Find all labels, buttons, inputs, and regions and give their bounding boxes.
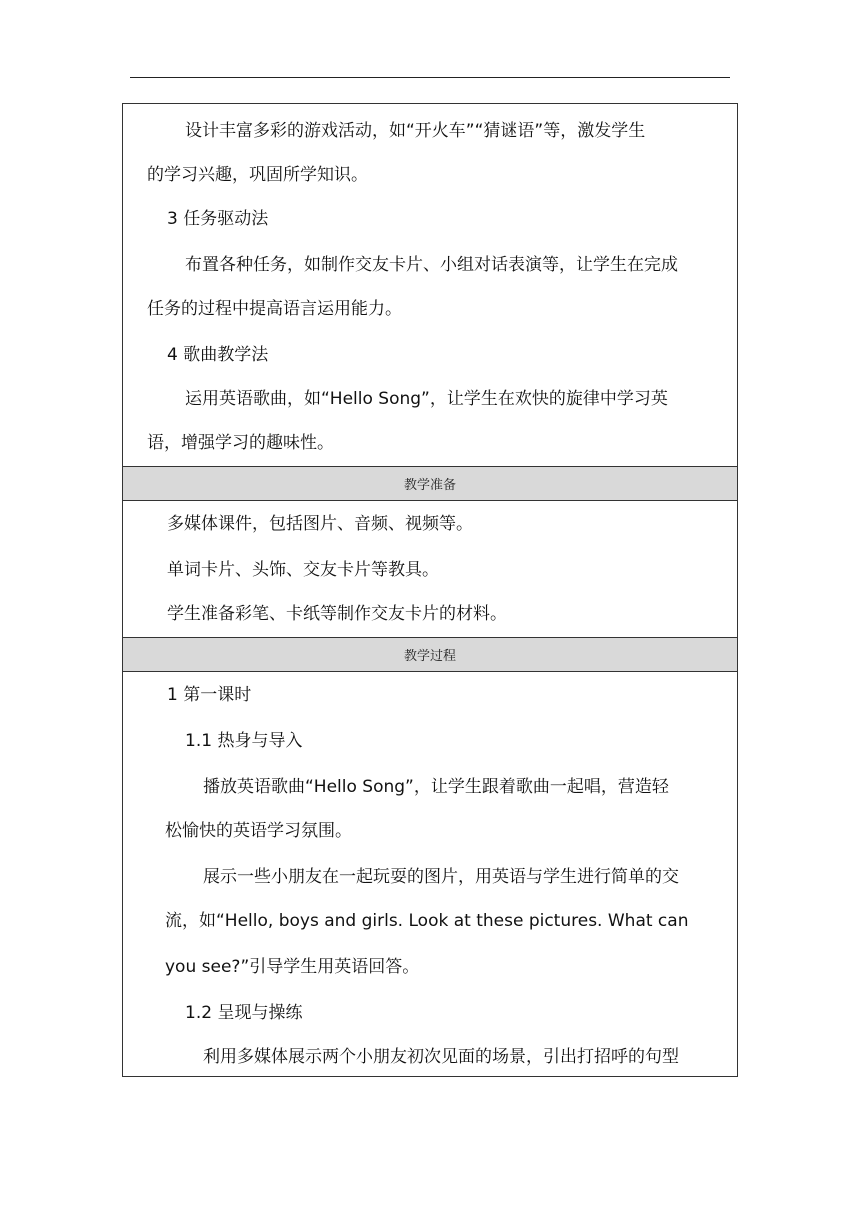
paragraph-line: 任务的过程中提高语言运用能力。 bbox=[147, 299, 402, 319]
step-heading: 1.1 热身与导入 bbox=[185, 731, 303, 751]
methods-section bbox=[123, 104, 737, 466]
prep-item: 学生准备彩笔、卡纸等制作交友卡片的材料。 bbox=[167, 604, 507, 624]
paragraph-line: 流，如“Hello, boys and girls. Look at these pictures. What can bbox=[165, 911, 689, 931]
lesson-plan-table bbox=[122, 103, 738, 1077]
paragraph-line: 播放英语歌曲“Hello Song”，让学生跟着歌曲一起唱，营造轻 bbox=[203, 777, 669, 797]
paragraph-line: 运用英语歌曲，如“Hello Song”，让学生在欢快的旋律中学习英 bbox=[185, 389, 668, 409]
header-rule bbox=[130, 77, 730, 78]
paragraph-line: 设计丰富多彩的游戏活动，如“开火车”“猜谜语”等，激发学生 bbox=[185, 121, 646, 141]
prep-section bbox=[123, 501, 737, 637]
process-header-label: 教学过程 bbox=[403, 649, 456, 664]
prep-item: 单词卡片、头饰、交友卡片等教具。 bbox=[167, 560, 439, 580]
paragraph-line: 布置各种任务，如制作交友卡片、小组对话表演等，让学生在完成 bbox=[185, 255, 678, 275]
paragraph-line: 的学习兴趣，巩固所学知识。 bbox=[147, 165, 368, 185]
prep-header-label: 教学准备 bbox=[403, 478, 456, 493]
prep-header bbox=[123, 466, 737, 501]
paragraph-line: you see?”引导学生用英语回答。 bbox=[165, 957, 420, 977]
prep-item: 多媒体课件，包括图片、音频、视频等。 bbox=[167, 514, 473, 534]
paragraph-line: 利用多媒体展示两个小朋友初次见面的场景，引出打招呼的句型 bbox=[203, 1047, 679, 1067]
step-heading: 1.2 呈现与操练 bbox=[185, 1003, 303, 1023]
method-heading: 4 歌曲教学法 bbox=[167, 345, 269, 365]
process-section bbox=[123, 672, 737, 1076]
paragraph-line: 语，增强学习的趣味性。 bbox=[147, 433, 334, 453]
method-heading: 3 任务驱动法 bbox=[167, 209, 269, 229]
paragraph-line: 松愉快的英语学习氛围。 bbox=[165, 821, 352, 841]
paragraph-line: 展示一些小朋友在一起玩耍的图片，用英语与学生进行简单的交 bbox=[203, 867, 679, 887]
lesson-heading: 1 第一课时 bbox=[167, 685, 252, 705]
process-header bbox=[123, 637, 737, 672]
